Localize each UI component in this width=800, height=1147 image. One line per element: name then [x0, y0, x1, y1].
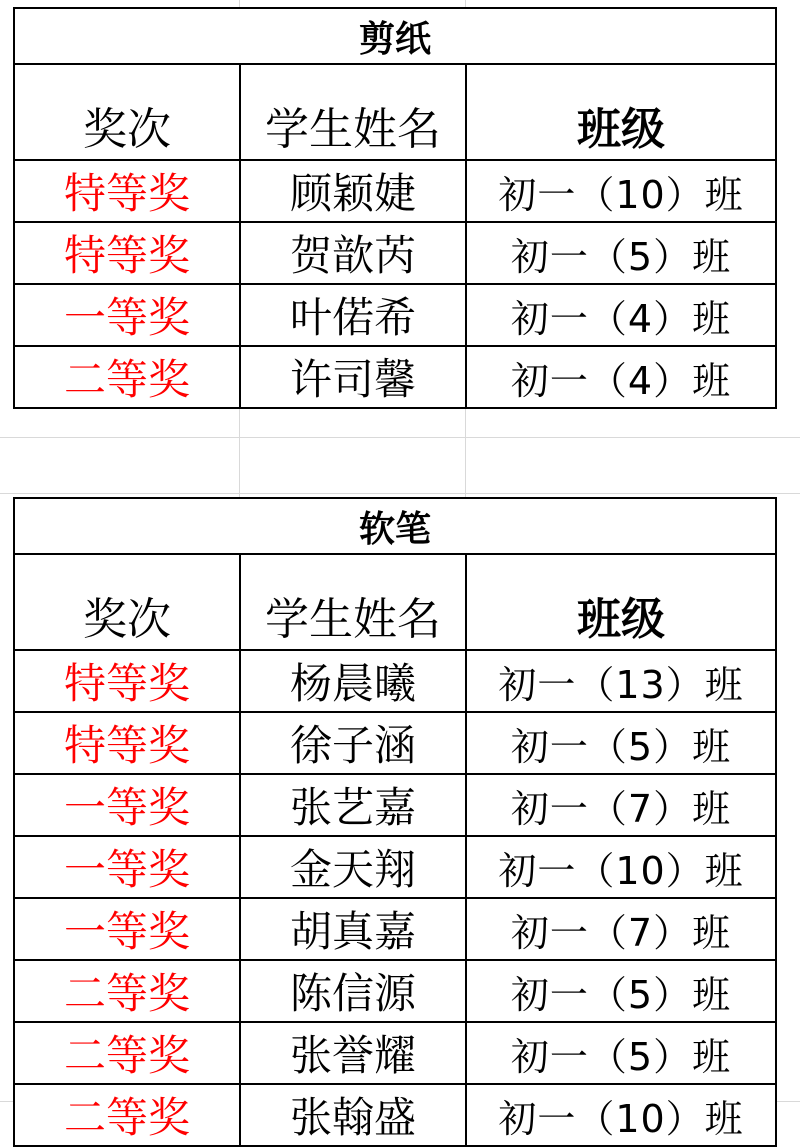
- brush-calligraphy-award-table: [13, 497, 777, 1147]
- papercut-award-table: [13, 7, 777, 409]
- award-cell[interactable]: 一等奖: [14, 774, 240, 836]
- name-cell[interactable]: 陈信源: [240, 960, 466, 1022]
- class-cell[interactable]: 初一（13）班: [466, 650, 776, 712]
- award-cell[interactable]: 一等奖: [14, 898, 240, 960]
- award-cell[interactable]: 二等奖: [14, 346, 240, 408]
- name-cell[interactable]: 贺歆芮: [240, 222, 466, 284]
- award-cell[interactable]: 特等奖: [14, 160, 240, 222]
- name-cell[interactable]: 张誉耀: [240, 1022, 466, 1084]
- table-row: [14, 960, 776, 1022]
- header-award[interactable]: 奖次: [14, 554, 240, 650]
- class-cell[interactable]: 初一（10）班: [466, 160, 776, 222]
- section-title[interactable]: 剪纸: [14, 8, 776, 64]
- table-row: [14, 774, 776, 836]
- table-row: [14, 1084, 776, 1146]
- table-row: [14, 346, 776, 408]
- section-title[interactable]: 软笔: [14, 498, 776, 554]
- class-cell[interactable]: 初一（4）班: [466, 346, 776, 408]
- award-cell[interactable]: 一等奖: [14, 836, 240, 898]
- class-cell[interactable]: 初一（5）班: [466, 960, 776, 1022]
- table-row: [14, 650, 776, 712]
- award-cell[interactable]: 一等奖: [14, 284, 240, 346]
- table-row: [14, 222, 776, 284]
- table-row: [14, 836, 776, 898]
- class-cell[interactable]: 初一（7）班: [466, 898, 776, 960]
- award-cell[interactable]: 特等奖: [14, 222, 240, 284]
- header-student-name[interactable]: 学生姓名: [240, 64, 466, 160]
- award-cell[interactable]: 二等奖: [14, 960, 240, 1022]
- name-cell[interactable]: 顾颖婕: [240, 160, 466, 222]
- header-student-name[interactable]: 学生姓名: [240, 554, 466, 650]
- class-cell[interactable]: 初一（5）班: [466, 1022, 776, 1084]
- table-row: [14, 898, 776, 960]
- name-cell[interactable]: 胡真嘉: [240, 898, 466, 960]
- name-cell[interactable]: 张艺嘉: [240, 774, 466, 836]
- header-class[interactable]: 班级: [466, 554, 776, 650]
- award-cell[interactable]: 二等奖: [14, 1084, 240, 1146]
- table-row: [14, 1022, 776, 1084]
- table-row: [14, 284, 776, 346]
- class-cell[interactable]: 初一（7）班: [466, 774, 776, 836]
- award-cell[interactable]: 二等奖: [14, 1022, 240, 1084]
- header-class[interactable]: 班级: [466, 64, 776, 160]
- table-row: [14, 712, 776, 774]
- name-cell[interactable]: 张翰盛: [240, 1084, 466, 1146]
- name-cell[interactable]: 许司馨: [240, 346, 466, 408]
- name-cell[interactable]: 徐子涵: [240, 712, 466, 774]
- name-cell[interactable]: 叶偌希: [240, 284, 466, 346]
- sheet-gridline: [0, 437, 800, 438]
- class-cell[interactable]: 初一（10）班: [466, 1084, 776, 1146]
- class-cell[interactable]: 初一（10）班: [466, 836, 776, 898]
- name-cell[interactable]: 金天翔: [240, 836, 466, 898]
- class-cell[interactable]: 初一（5）班: [466, 222, 776, 284]
- name-cell[interactable]: 杨晨曦: [240, 650, 466, 712]
- table-row: [14, 160, 776, 222]
- award-cell[interactable]: 特等奖: [14, 712, 240, 774]
- header-award[interactable]: 奖次: [14, 64, 240, 160]
- award-cell[interactable]: 特等奖: [14, 650, 240, 712]
- class-cell[interactable]: 初一（4）班: [466, 284, 776, 346]
- sheet-gridline: [0, 493, 800, 494]
- class-cell[interactable]: 初一（5）班: [466, 712, 776, 774]
